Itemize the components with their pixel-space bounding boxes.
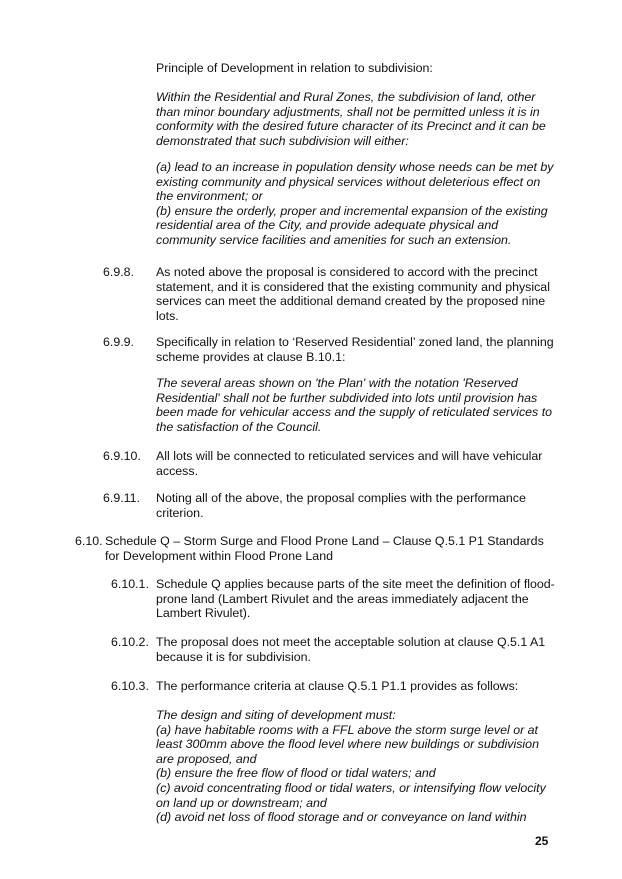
- subclause-text: Schedule Q applies because parts of the site meet the definition of flood-prone land (Lambert Rivulet and the areas immediately adjacent the Lambert Rivulet).: [156, 577, 555, 621]
- subclause-number: 6.10.1.: [111, 577, 149, 591]
- intro-quote-1: Within the Residential and Rural Zones, the subdivision of land, other than minor boundary adjustments, shall not be permitted unless it is in conformity with the desired future character of its Precinct and it can be demonstrated that such subdivision will either:: [156, 90, 546, 148]
- intro-heading: Principle of Development in relation to subdivision:: [156, 61, 433, 75]
- clause-number: 6.9.9.: [103, 335, 135, 349]
- clause-number: 6.9.11.: [103, 491, 140, 505]
- clause-text: Noting all of the above, the proposal complies with the performance criterion.: [156, 491, 526, 520]
- clause-quote: The several areas shown on 'the Plan' with the notation 'Reserved Residential' shall not be further subdivided into lots until provision has been made for vehicular access and the supply of reticulated services to the satisfaction of the Council.: [156, 376, 553, 434]
- page-number: 25: [535, 834, 549, 848]
- clause-text: As noted above the proposal is considered to accord with the precinct statement, and it is considered that the existing community and physical services can meet the additional demand created by the proposed nine lots.: [156, 265, 550, 323]
- clause-text: All lots will be connected to reticulated services and will have vehicular access.: [156, 449, 543, 478]
- clause-number: 6.9.10.: [103, 449, 141, 463]
- subclause-number: 6.10.3.: [111, 679, 149, 693]
- subclause-number: 6.10.2.: [111, 635, 149, 649]
- section-title: Schedule Q – Storm Surge and Flood Prone Land – Clause Q.5.1 P1 Standards for Development within Flood Prone Land: [105, 534, 544, 563]
- section-number: 6.10.: [75, 534, 103, 548]
- subclause-text: The proposal does not meet the acceptable solution at clause Q.5.1 A1 because it is for subdivision.: [156, 635, 546, 664]
- clause-number: 6.9.8.: [103, 265, 135, 279]
- subclause-quote: The design and siting of development must: (a) have habitable rooms with a FFL above the storm surge level or at least 300mm above the flood level where new buildings or subdivision are proposed, and (b) ensure the free flow of flood or tidal waters; and (c) avoid concentrating flood or tidal waters, or intensifying flow velocity on land up or downstream; and (d) avoid net loss of flood storage and or conveyance on land within: [156, 708, 546, 825]
- intro-quote-2: (a) lead to an increase in population density whose needs can be met by existing community and physical services without deleterious effect on the environment; or (b) ensure the orderly, proper and incremental expansion of the existing residential area of the City, and provide adequate physical and community service facilities and amenities for such an extension.: [156, 160, 554, 247]
- clause-text: Specifically in relation to ‘Reserved Residential’ zoned land, the planning scheme provides at clause B.10.1:: [156, 335, 554, 364]
- subclause-text: The performance criteria at clause Q.5.1 P1.1 provides as follows:: [156, 679, 519, 693]
